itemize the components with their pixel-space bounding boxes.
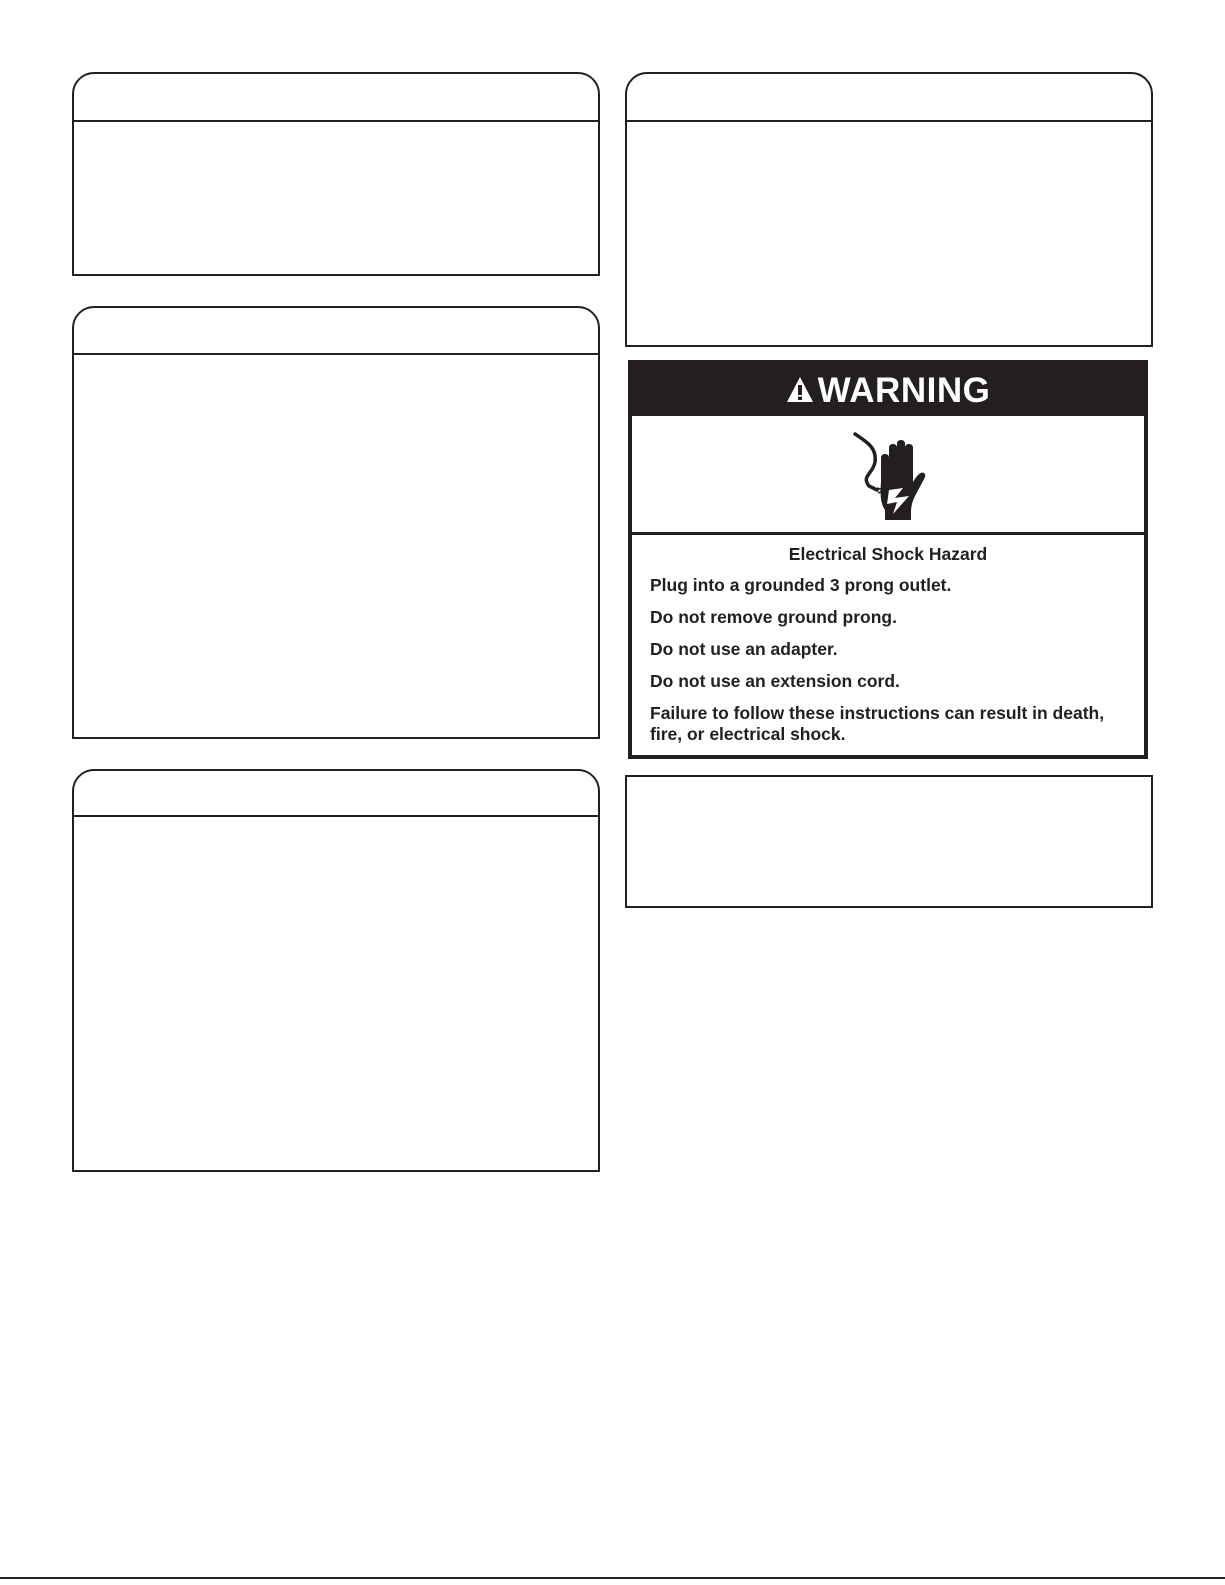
hazard-pictogram	[632, 416, 1144, 535]
panel-header-divider	[74, 815, 598, 817]
hazard-title: Electrical Shock Hazard	[788, 544, 988, 564]
warning-text-area	[632, 535, 1144, 755]
left-panel-1	[72, 72, 600, 276]
instruction-line: Plug into a grounded 3 prong outlet.	[650, 575, 952, 595]
warning-signal-word: WARNING	[817, 370, 991, 410]
panel-header-divider	[74, 120, 598, 122]
right-panel-1	[625, 72, 1153, 347]
instruction-line: Do not remove ground prong.	[650, 607, 897, 627]
page-bottom-rule	[0, 1577, 1225, 1579]
instruction-line: Do not use an adapter.	[650, 639, 838, 659]
instruction-line: Do not use an extension cord.	[650, 671, 900, 691]
right-panel-2	[625, 775, 1153, 908]
alert-triangle-icon	[786, 376, 814, 404]
left-panel-3	[72, 769, 600, 1172]
instruction-line: Failure to follow these instructions can result in death, fire, or electrical shock.	[650, 703, 1105, 744]
warning-label	[628, 360, 1148, 759]
panel-header-divider	[627, 120, 1151, 122]
electrical-shock-hand-icon	[833, 424, 943, 524]
left-panel-2	[72, 306, 600, 739]
warning-header	[632, 364, 1144, 416]
panel-header-divider	[74, 353, 598, 355]
